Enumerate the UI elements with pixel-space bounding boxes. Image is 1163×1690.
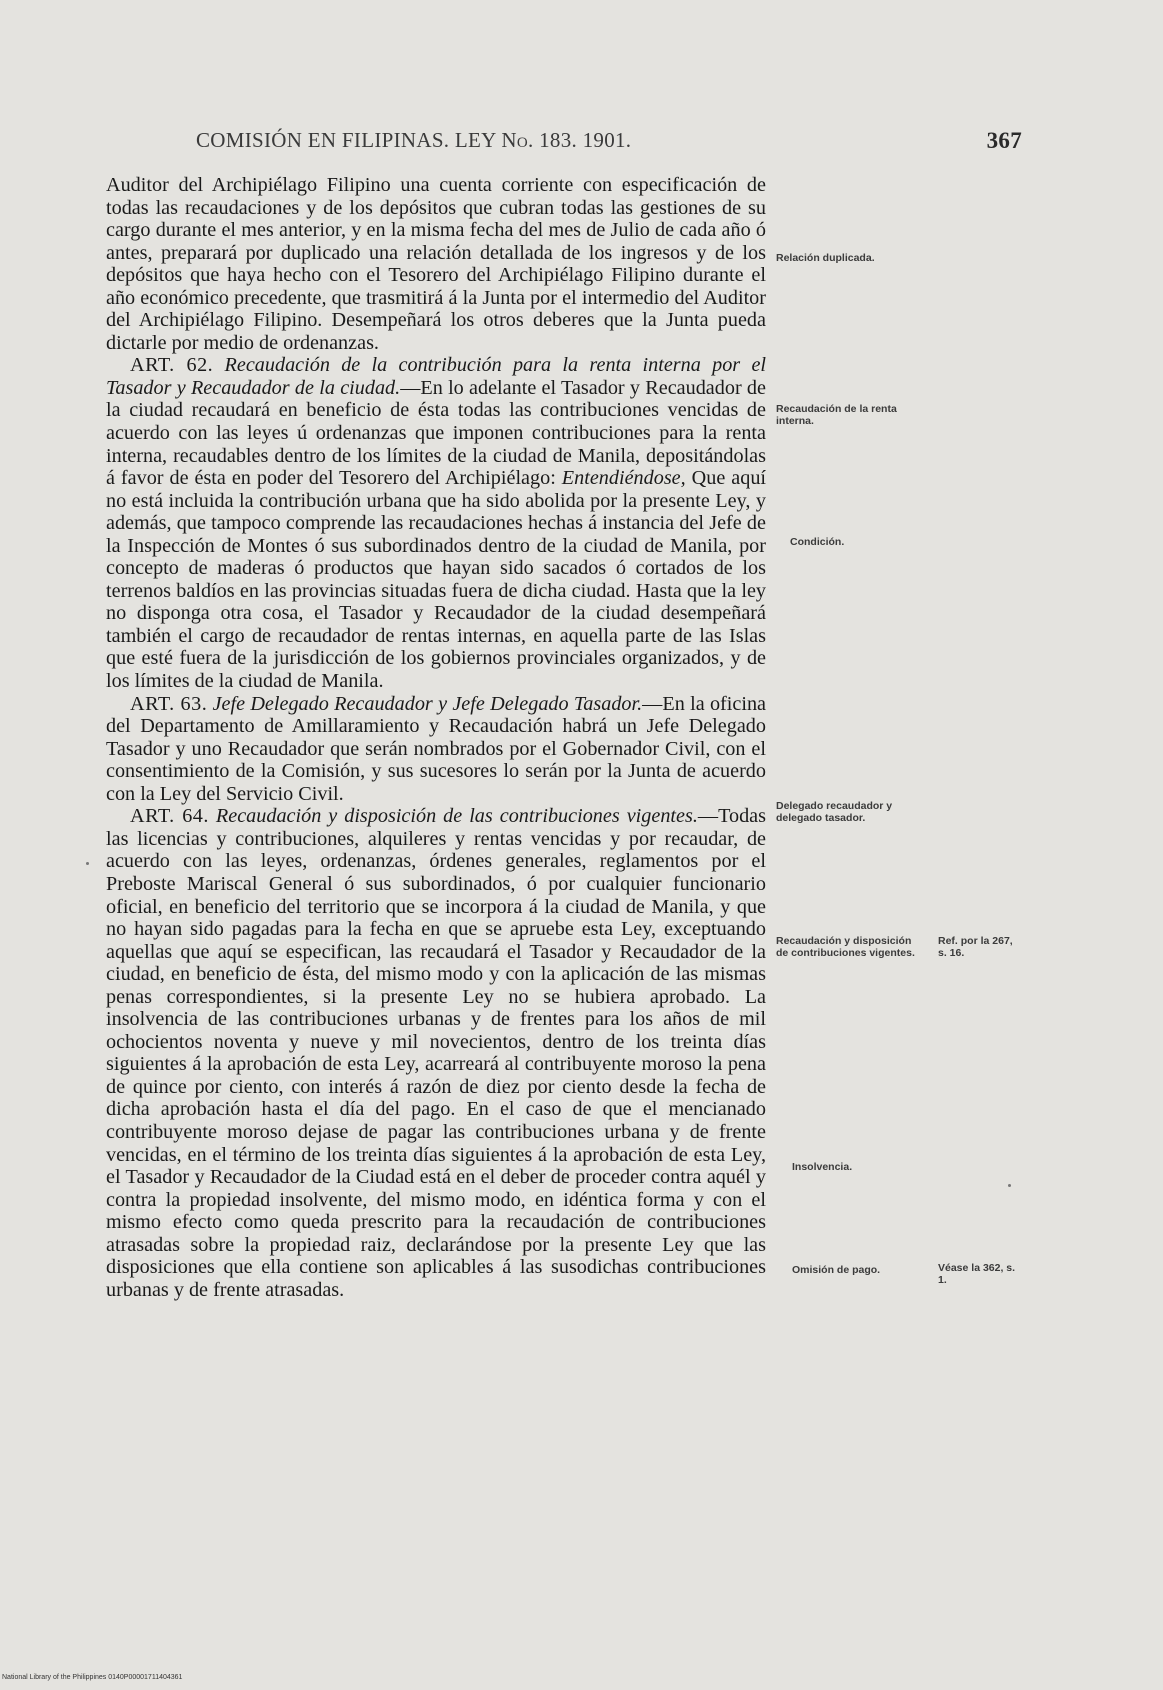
margin-note: Condición. bbox=[790, 536, 845, 548]
article-63 bbox=[106, 693, 766, 806]
scan-speck bbox=[1008, 1184, 1011, 1187]
scan-footer: National Library of the Philippines 0140P00001711404361 bbox=[2, 1674, 183, 1681]
article-text: —En la oficina del Departamento de Amillaramiento y Recaudación habrá un Jefe Delegado Tasador y uno Recaudador que serán nombrados por el Gobernador Civil, con el consentimiento de la Comisión, y sus sucesores lo serán por la Junta de acuerdo con la Ley del Servicio Civil. bbox=[106, 692, 766, 805]
article-title: Jefe Delegado Recaudador y Jefe Delegado Tasador. bbox=[212, 692, 643, 715]
article-number: ART. 64. bbox=[130, 805, 209, 828]
page-number: 367 bbox=[986, 128, 1022, 153]
margin-note: Relación duplicada. bbox=[776, 252, 875, 264]
header-title: COMISIÓN EN FILIPINAS. LEY No. 183. 1901. bbox=[196, 128, 632, 152]
article-text: —En lo adelante el Tasador y Recaudador de la ciudad recaudará en beneficio de ésta todas las contribuciones vencidas de acuerdo con las leyes ú ordenanzas que imponen contribuciones para la renta interna, recaudables dentro de los límites de la ciudad de Manila, depositándolas á favor de ésta en poder del Tesorero del Archipiélago: bbox=[106, 376, 766, 490]
article-text: Que aquí no está incluida la contribución urbana que ha sido abolida por la presente Ley, y además, que tampoco comprende las recaudaciones hechas á instancia del Jefe de la Inspección de Montes ó sus subordinados dentro de la ciudad de Manila, por concepto de maderas ó productos que hayan sido sacados ó cortados de los terrenos baldíos en las provincias situadas fuera de dicha ciudad. Hasta que la ley no disponga otra cosa, el Tasador y Recaudador de la ciudad desempeñará también el cargo de recaudador de rentas internas, en aquella parte de las Islas que esté fuera de la jurisdicción de los gobiernos provinciales organizados, y de los límites de la ciudad de Manila. bbox=[106, 467, 767, 693]
article-number: ART. 63. bbox=[130, 692, 208, 715]
cross-reference: Ref. por la 267, s. 16. bbox=[938, 935, 1013, 959]
margin-note: Insolvencia. bbox=[792, 1161, 853, 1173]
margin-note: Recaudación y disposición de contribuciones vigentes. bbox=[776, 935, 915, 959]
article-emphasis: Entendiéndose, bbox=[561, 467, 686, 490]
margin-note: Omisión de pago. bbox=[792, 1264, 881, 1276]
paragraph-continuation: Auditor del Archipiélago Filipino una cuenta corriente con especificación de todas las recaudaciones y de los depósitos que cubran todas las gestiones de su cargo durante el mes anterior, y en la misma fecha del mes de Julio de cada año ó antes, preparará por duplicado una relación detallada de los ingresos y de los depósitos que haya hecho con el Tesorero del Archipiélago Filipino durante el año económico precedente, que trasmitirá á la Junta por el intermedio del Auditor del Archipiélago Filipino. Desempeñará los otros deberes que la Junta pueda dictarle por medio de ordenanzas. bbox=[106, 174, 766, 354]
article-number: ART. 62. bbox=[130, 354, 214, 377]
main-text bbox=[106, 174, 766, 1301]
running-header bbox=[196, 128, 1022, 158]
article-title: Recaudación y disposición de las contribuciones vigentes. bbox=[215, 805, 698, 828]
article-title: Recaudación de la contribución para la renta interna por el Tasador y Recaudador de la ciudad. bbox=[106, 354, 767, 399]
margin-note: Recaudación de la renta interna. bbox=[776, 403, 897, 427]
article-62 bbox=[106, 354, 766, 692]
cross-reference: Véase la 362, s. 1. bbox=[938, 1262, 1016, 1286]
scan-speck bbox=[86, 862, 89, 865]
article-64 bbox=[106, 805, 766, 1301]
article-text: —Todas las licencias y contribuciones, alquileres y rentas vencidas y por recaudar, de acuerdo con las leyes, ordenanzas, órdenes generales, reglamentos por el Preboste Mariscal General ó sus subordinados, ó por cualquier funcionario oficial, en beneficio del territorio que se incorpora á la ciudad de Manila, y que no hayan sido pagadas para la fecha en que se apruebe esta Ley, exceptuando aquellas que aquí se especifican, las recaudará el Tasador y Recaudador de la ciudad, en beneficio de ésta, del mismo modo y con la aplicación de las mismas penas correspondientes, si la presente Ley no se hubiera aprobado. La insolvencia de las contribuciones urbanas y de frentes para los años de mil ochocientos noventa y nueve y mil novecientos, dentro de los treinta días siguientes á la aprobación de esta Ley, acarreará al contribuyente moroso la pena de quince por ciento, con interés á razón de diez por ciento desde la fecha de dicha aprobación hasta el día del pago. En el caso de que el mencianado contribuyente moroso dejase de pagar las contribuciones urbana y de frente vencidas, en el término de los treinta días siguientes á la aprobación de esta Ley, el Tasador y Recaudador de la Ciudad está en el deber de proceder contra aquél y contra la propiedad insolvente, del mismo modo, en idéntica forma y con el mismo efecto como queda prescrito para la recaudación de contribuciones atrasadas sobre la propiedad raiz, declarándose por la presente Ley que las disposiciones que ella contiene son aplicables á las susodichas contribuciones urbanas y de frente atrasadas. bbox=[106, 805, 767, 1301]
margin-note: Delegado recaudador y delegado tasador. bbox=[776, 800, 893, 824]
